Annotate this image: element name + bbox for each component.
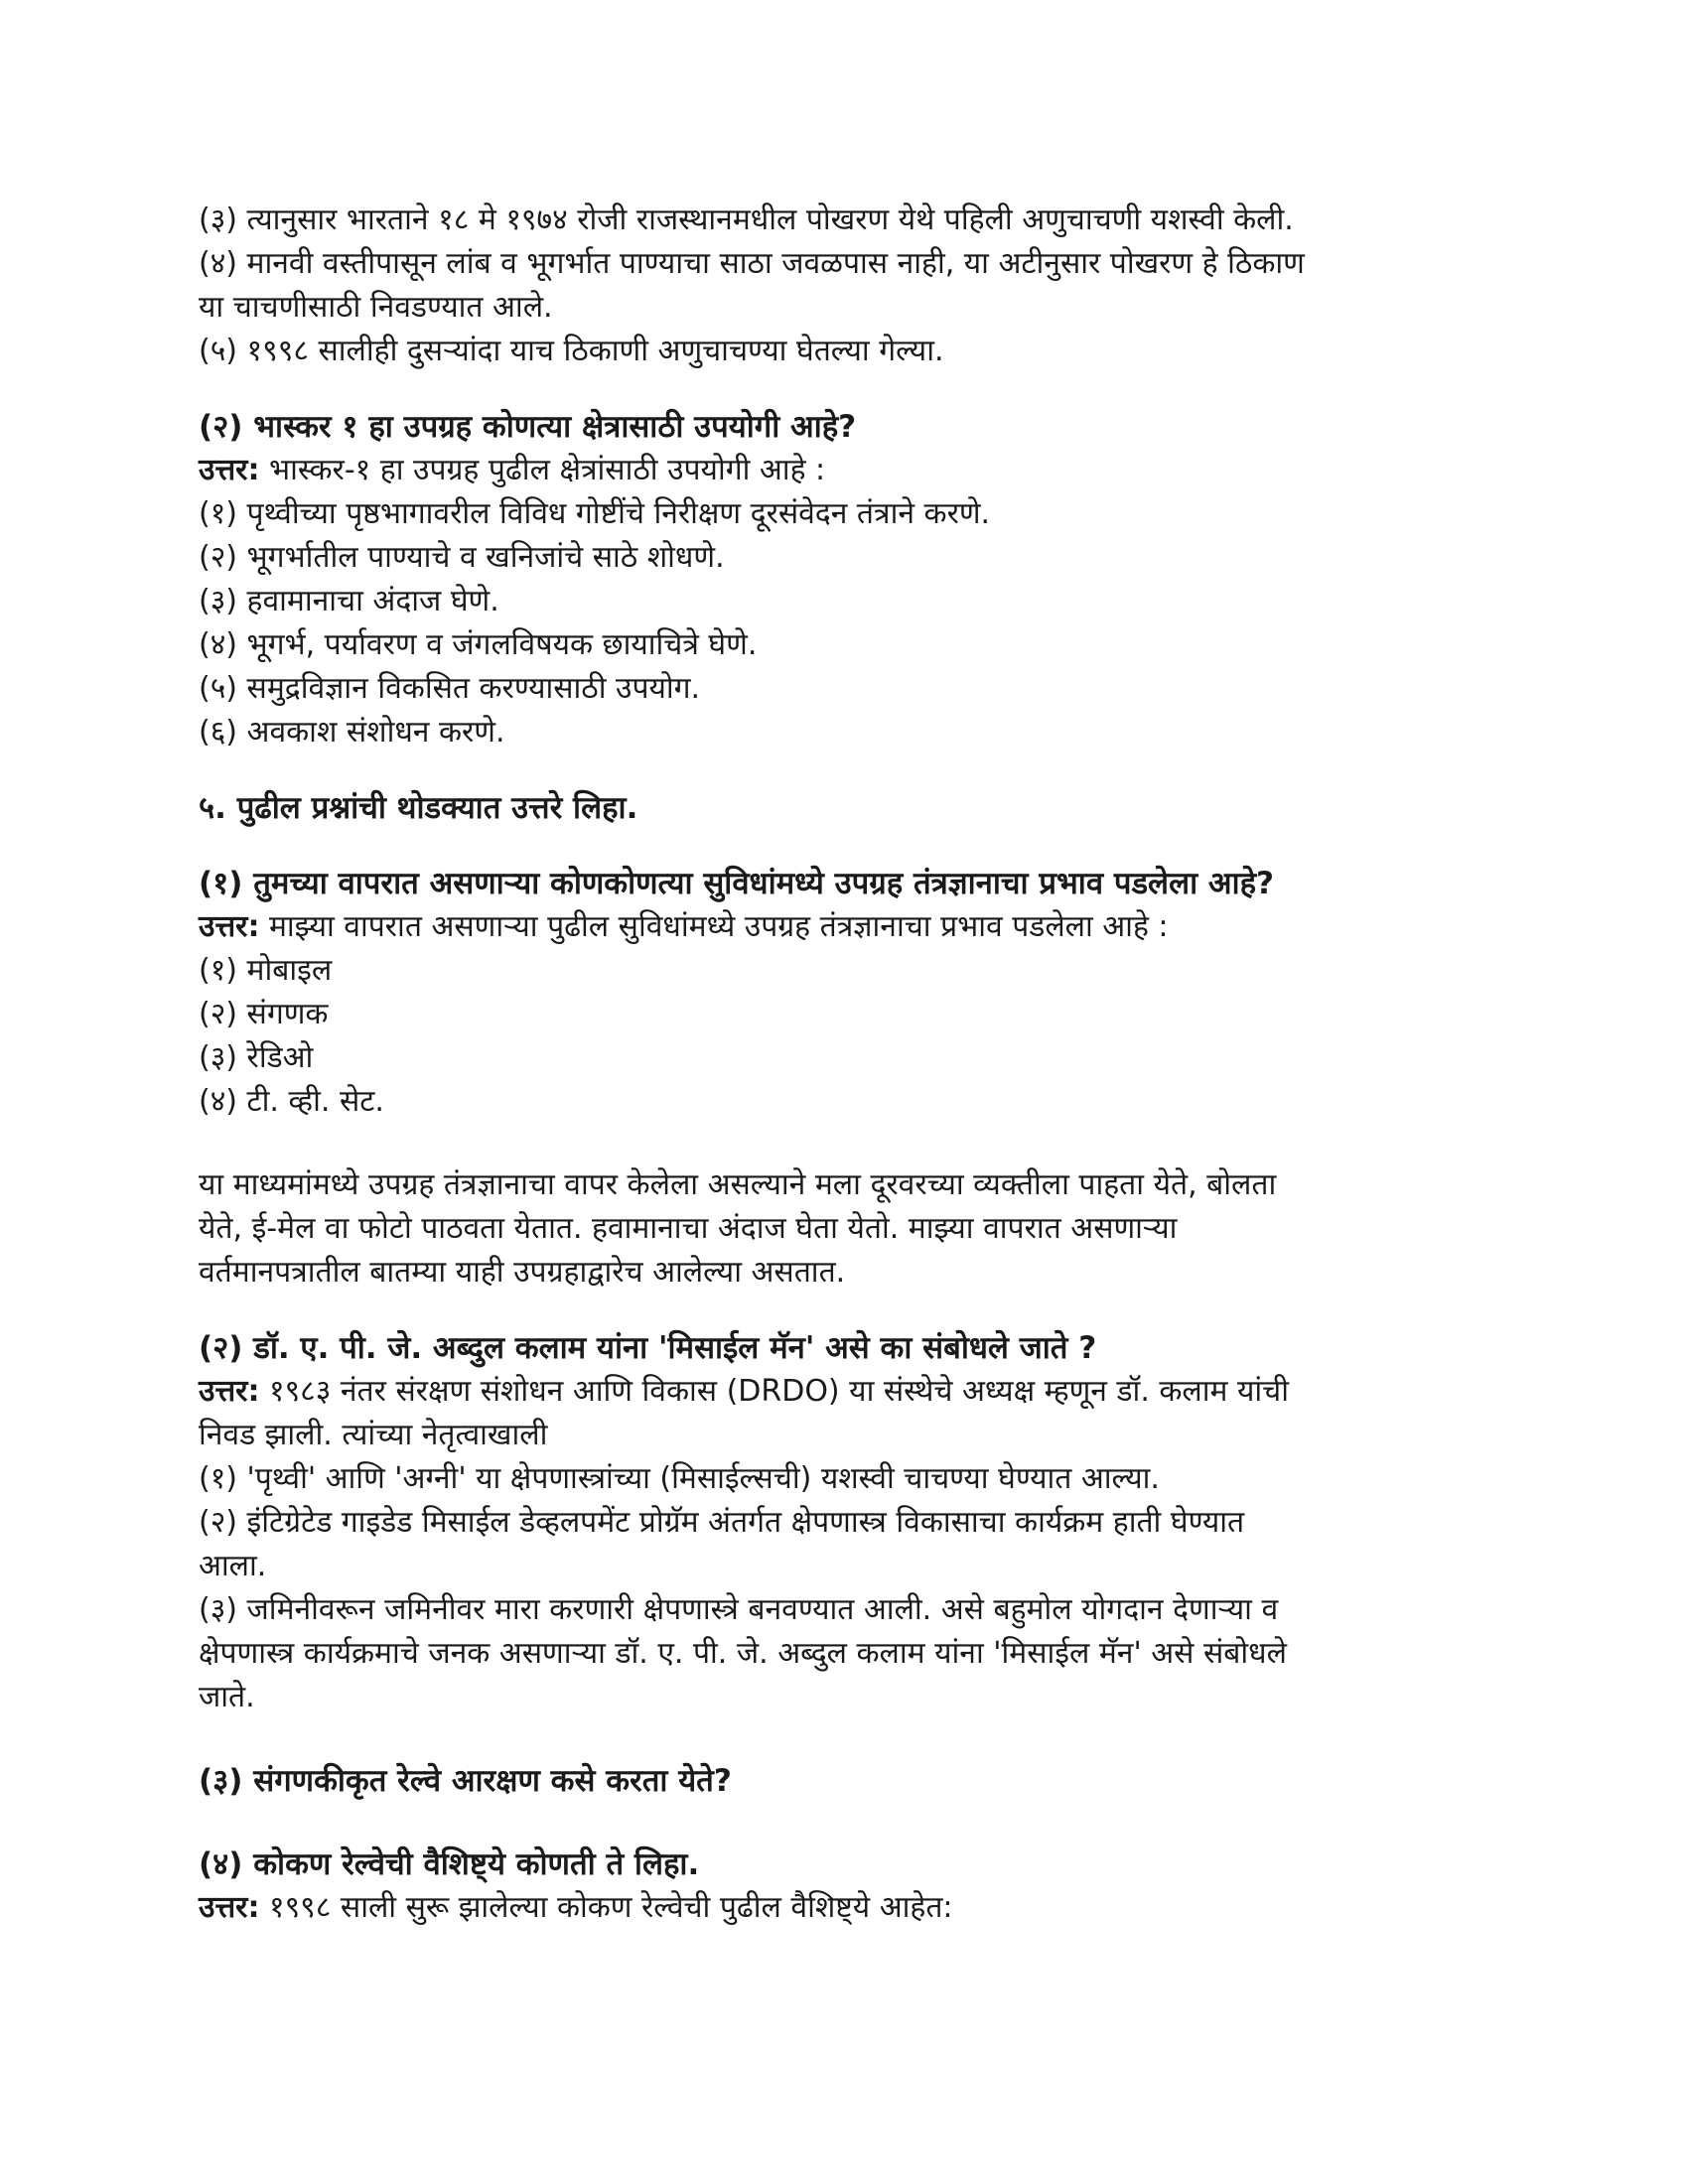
answer-line [199, 1370, 1509, 1414]
section-heading: ५. पुढील प्रश्नांची थोडक्यात उत्तरे लिहा. [199, 790, 638, 826]
answer-text: १९८३ नंतर संरक्षण संशोधन आणि विकास (DRDO) या संस्थेचे अध्यक्ष म्हणून डॉ. कलाम यांची [259, 1374, 1290, 1409]
answer-line [199, 1886, 1509, 1930]
list-item: (२) संगणक [199, 997, 329, 1031]
question-heading: (४) कोकण रेल्वेची वैशिष्ट्ये कोणती ते लिहा. [199, 1846, 700, 1882]
text-line: (३) त्यानुसार भारताने १८ मे १९७४ रोजी राजस्थानमधील पोखरण येथे पहिली अणुचाचणी यशस्वी केली. [199, 203, 1294, 237]
answer-text: १९९८ साली सुरू झालेल्या कोकण रेल्वेची पुढील वैशिष्ट्ये आहेत: [259, 1890, 953, 1925]
list-item: (३) जमिनीवरून जमिनीवर मारा करणारी क्षेपणास्त्रे बनवण्यात आली. असे बहुमोल योगदान देणाऱ्या व [199, 1592, 1279, 1627]
list-item: (२) भूगर्भातील पाण्याचे व खनिजांचे साठे शोधणे. [199, 540, 725, 575]
question-heading: (२) डॉ. ए. पी. जे. अब्दुल कलाम यांना 'मिसाईल मॅन' असे का संबोधले जाते ? [199, 1330, 1097, 1366]
answer-line [199, 449, 1509, 492]
list-item: (३) रेडिओ [199, 1040, 314, 1075]
answer-label: उत्तर: [199, 453, 260, 487]
list-item: (५) समुद्रविज्ञान विकसित करण्यासाठी उपयोग. [199, 671, 701, 706]
list-item: (१) 'पृथ्वी' आणि 'अग्नी' या क्षेपणास्त्रांच्या (मिसाईल्सची) यशस्वी चाचण्या घेण्यात आल्या. [199, 1461, 1160, 1496]
answer-text: माझ्या वापरात असणाऱ्या पुढील सुविधांमध्ये उपग्रह तंत्रज्ञानाचा प्रभाव पडलेला आहे : [259, 909, 1169, 944]
list-item: (१) पृथ्वीच्या पृष्ठभागावरील विविध गोष्टींचे निरीक्षण दूरसंवेदन तंत्राने करणे. [199, 496, 991, 531]
list-item: (२) इंटिग्रेटेड गाइडेड मिसाईल डेव्हलपमेंट प्रोग्रॅम अंतर्गत क्षेपणास्त्र विकासाचा कार्यक्रम हाती घेण्यात [199, 1505, 1245, 1540]
text-line: या चाचणीसाठी निवडण्यात आले. [199, 290, 553, 325]
list-item: (३) हवामानाचा अंदाज घेणे. [199, 584, 499, 618]
text-line: (५) १९९८ सालीही दुसऱ्यांदा याच ठिकाणी अणुचाचण्या घेतल्या गेल्या. [199, 334, 944, 368]
answer-label: उत्तर: [199, 1374, 260, 1409]
paragraph-line: वर्तमानपत्रातील बातम्या याही उपग्रहाद्वारेच आलेल्या असतात. [199, 1255, 846, 1290]
question-heading: (३) संगणकीकृत रेल्वे आरक्षण कसे करता येते? [199, 1763, 732, 1799]
text-line: निवड झाली. त्यांच्या नेतृत्वाखाली [199, 1418, 548, 1452]
text-line: आला. [199, 1549, 267, 1583]
text-line: क्षेपणास्त्र कार्यक्रमाचे जनक असणाऱ्या डॉ. ए. पी. जे. अब्दुल कलाम यांना 'मिसाईल मॅन' असे संबोधले [199, 1636, 1287, 1671]
list-item: (४) भूगर्भ, पर्यावरण व जंगलविषयक छायाचित्रे घेणे. [199, 627, 758, 662]
paragraph-line: येते, ई-मेल वा फोटो पाठवता येतात. हवामानाचा अंदाज घेता येतो. माझ्या वापरात असणाऱ्या [199, 1211, 1178, 1246]
answer-label: उत्तर: [199, 909, 260, 944]
text-line: जाते. [199, 1680, 255, 1714]
answer-line [199, 905, 1509, 949]
question-heading: (२) भास्कर १ हा उपग्रह कोणत्या क्षेत्रासाठी उपयोगी आहे? [199, 409, 857, 445]
question-heading: (१) तुमच्या वापरात असणाऱ्या कोणकोणत्या सुविधांमध्ये उपग्रह तंत्रज्ञानाचा प्रभाव पडलेला आहे? [199, 866, 1275, 901]
answer-text: भास्कर-१ हा उपग्रह पुढील क्षेत्रांसाठी उपयोगी आहे : [259, 453, 826, 487]
answer-label: उत्तर: [199, 1890, 260, 1925]
list-item: (६) अवकाश संशोधन करणे. [199, 715, 505, 750]
list-item: (४) टी. व्ही. सेट. [199, 1084, 384, 1119]
paragraph-line: या माध्यमांमध्ये उपग्रह तंत्रज्ञानाचा वापर केलेला असल्याने मला दूरवरच्या व्यक्तीला पाहता येते, बोलता [199, 1167, 1277, 1202]
list-item: (१) मोबाइल [199, 953, 333, 988]
text-line: (४) मानवी वस्तीपासून लांब व भूगर्भात पाण्याचा साठा जवळपास नाही, या अटीनुसार पोखरण हे ठिकाण [199, 246, 1305, 281]
